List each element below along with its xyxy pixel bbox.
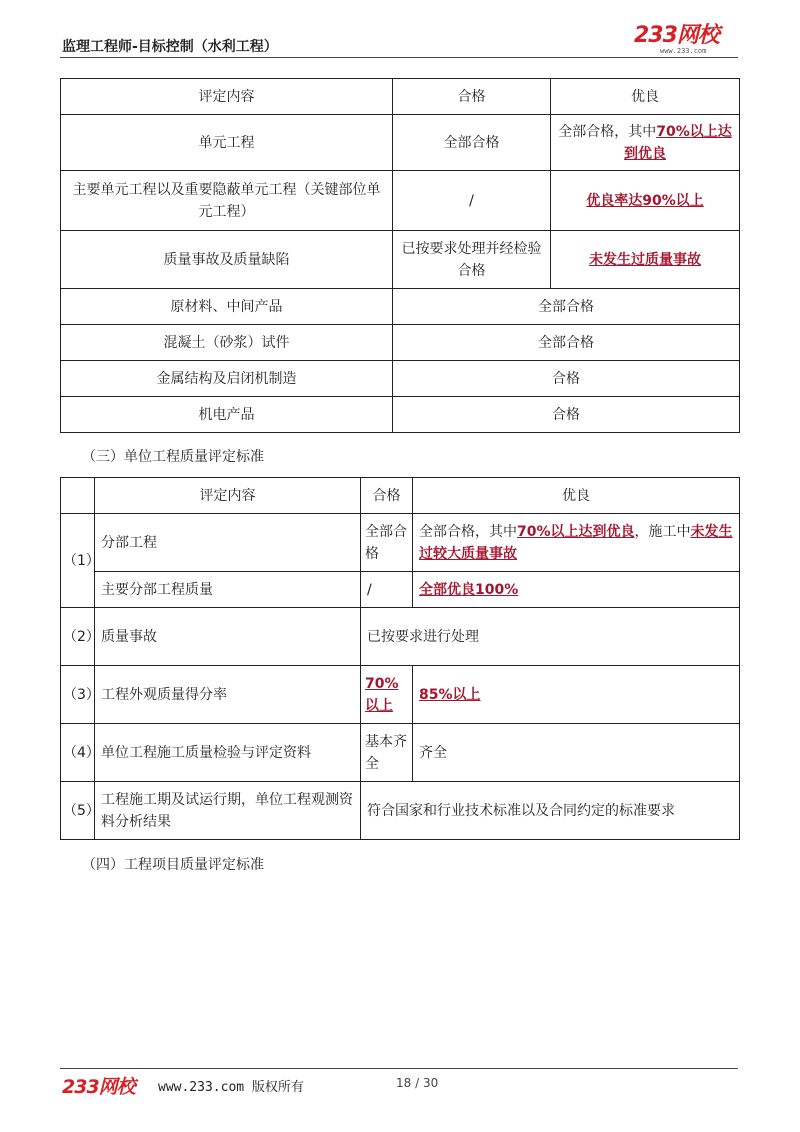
footer-copyright: www.233.com 版权所有 <box>158 1080 304 1095</box>
item-cell: 混凝土（砂浆）试件 <box>61 325 393 361</box>
footer-divider <box>60 1068 738 1069</box>
pass-cell: 全部合格 <box>393 115 551 171</box>
merged-cell: 已按要求进行处理 <box>361 608 740 666</box>
header-cell-excellent: 优良 <box>551 79 740 115</box>
excellent-cell <box>413 514 740 572</box>
excellent-cell <box>551 171 740 231</box>
excellent-text: ，施工中 <box>634 523 691 540</box>
excellent-emphasis: 未发生过较大质量事故 <box>419 523 733 562</box>
header-cell-content: 评定内容 <box>95 478 361 514</box>
excellent-cell <box>551 115 740 171</box>
table-row <box>61 361 740 397</box>
item-cell: 主要分部工程质量 <box>95 572 361 608</box>
table-row <box>61 115 740 171</box>
excellent-emphasis: 70%以上达到优良 <box>517 523 635 540</box>
table-row <box>61 514 740 572</box>
excellent-emphasis: 85%以上 <box>419 686 481 703</box>
logo-text: 233网校 <box>634 23 719 48</box>
table-row <box>61 724 740 782</box>
item-cell: 金属结构及启闭机制造 <box>61 361 393 397</box>
excellent-text: 全部合格，其中 <box>419 523 517 540</box>
excellent-cell <box>413 666 740 724</box>
table-row <box>61 289 740 325</box>
item-cell: 原材料、中间产品 <box>61 289 393 325</box>
header-cell-pass: 合格 <box>393 79 551 115</box>
footer-logo: 233网校 <box>62 1076 135 1098</box>
excellent-text: 全部合格，其中 <box>558 123 657 140</box>
item-cell: 质量事故 <box>95 608 361 666</box>
excellent-cell <box>413 572 740 608</box>
pass-cell: / <box>393 171 551 231</box>
pass-cell: 全部合格 <box>361 514 413 572</box>
pass-cell <box>361 666 413 724</box>
unit-quality-table <box>60 78 740 433</box>
table-header-row <box>61 478 740 514</box>
excellent-emphasis: 未发生过质量事故 <box>589 251 701 268</box>
header-cell-excellent: 优良 <box>413 478 740 514</box>
row-number: （3） <box>61 666 95 724</box>
excellent-emphasis: 全部优良100% <box>419 581 519 598</box>
item-cell: 工程外观质量得分率 <box>95 666 361 724</box>
row-number: （1） <box>61 514 95 608</box>
item-cell: 分部工程 <box>95 514 361 572</box>
table-row <box>61 572 740 608</box>
header-cell-pass: 合格 <box>361 478 413 514</box>
table-row <box>61 608 740 666</box>
excellent-cell: 齐全 <box>413 724 740 782</box>
table-row <box>61 231 740 289</box>
excellent-emphasis: 优良率达90%以上 <box>586 192 704 209</box>
merged-cell: 全部合格 <box>393 289 740 325</box>
unit-project-quality-table <box>60 477 740 840</box>
section-heading-4: （四）工程项目质量评定标准 <box>82 857 264 873</box>
document-header-title: 监理工程师-目标控制（水利工程） <box>62 39 278 55</box>
excellent-emphasis: 70%以上达到优良 <box>624 123 732 162</box>
item-cell: 工程施工期及试运行期，单位工程观测资料分析结果 <box>95 782 361 840</box>
table-row <box>61 666 740 724</box>
pass-emphasis: 70%以上 <box>365 675 399 714</box>
table-row <box>61 782 740 840</box>
section-heading-3: （三）单位工程质量评定标准 <box>82 449 264 465</box>
row-number: （5） <box>61 782 95 840</box>
table-row <box>61 171 740 231</box>
header-divider <box>60 57 738 58</box>
pass-cell: / <box>361 572 413 608</box>
merged-cell: 合格 <box>393 361 740 397</box>
table-row <box>61 325 740 361</box>
page-number: 18 / 30 <box>396 1076 439 1090</box>
logo-url: www.233.com <box>660 47 707 55</box>
header-cell-no <box>61 478 95 514</box>
row-number: （4） <box>61 724 95 782</box>
pass-cell: 基本齐全 <box>361 724 413 782</box>
pass-cell: 已按要求处理并经检验合格 <box>393 231 551 289</box>
merged-cell: 合格 <box>393 397 740 433</box>
merged-cell: 符合国家和行业技术标准以及合同约定的标准要求 <box>361 782 740 840</box>
table-header-row <box>61 79 740 115</box>
item-cell: 质量事故及质量缺陷 <box>61 231 393 289</box>
item-cell: 机电产品 <box>61 397 393 433</box>
item-cell: 主要单元工程以及重要隐蔽单元工程（关键部位单元工程） <box>61 171 393 231</box>
header-cell-content: 评定内容 <box>61 79 393 115</box>
merged-cell: 全部合格 <box>393 325 740 361</box>
excellent-cell <box>551 231 740 289</box>
item-cell: 单元工程 <box>61 115 393 171</box>
table-row <box>61 397 740 433</box>
row-number: （2） <box>61 608 95 666</box>
item-cell: 单位工程施工质量检验与评定资料 <box>95 724 361 782</box>
